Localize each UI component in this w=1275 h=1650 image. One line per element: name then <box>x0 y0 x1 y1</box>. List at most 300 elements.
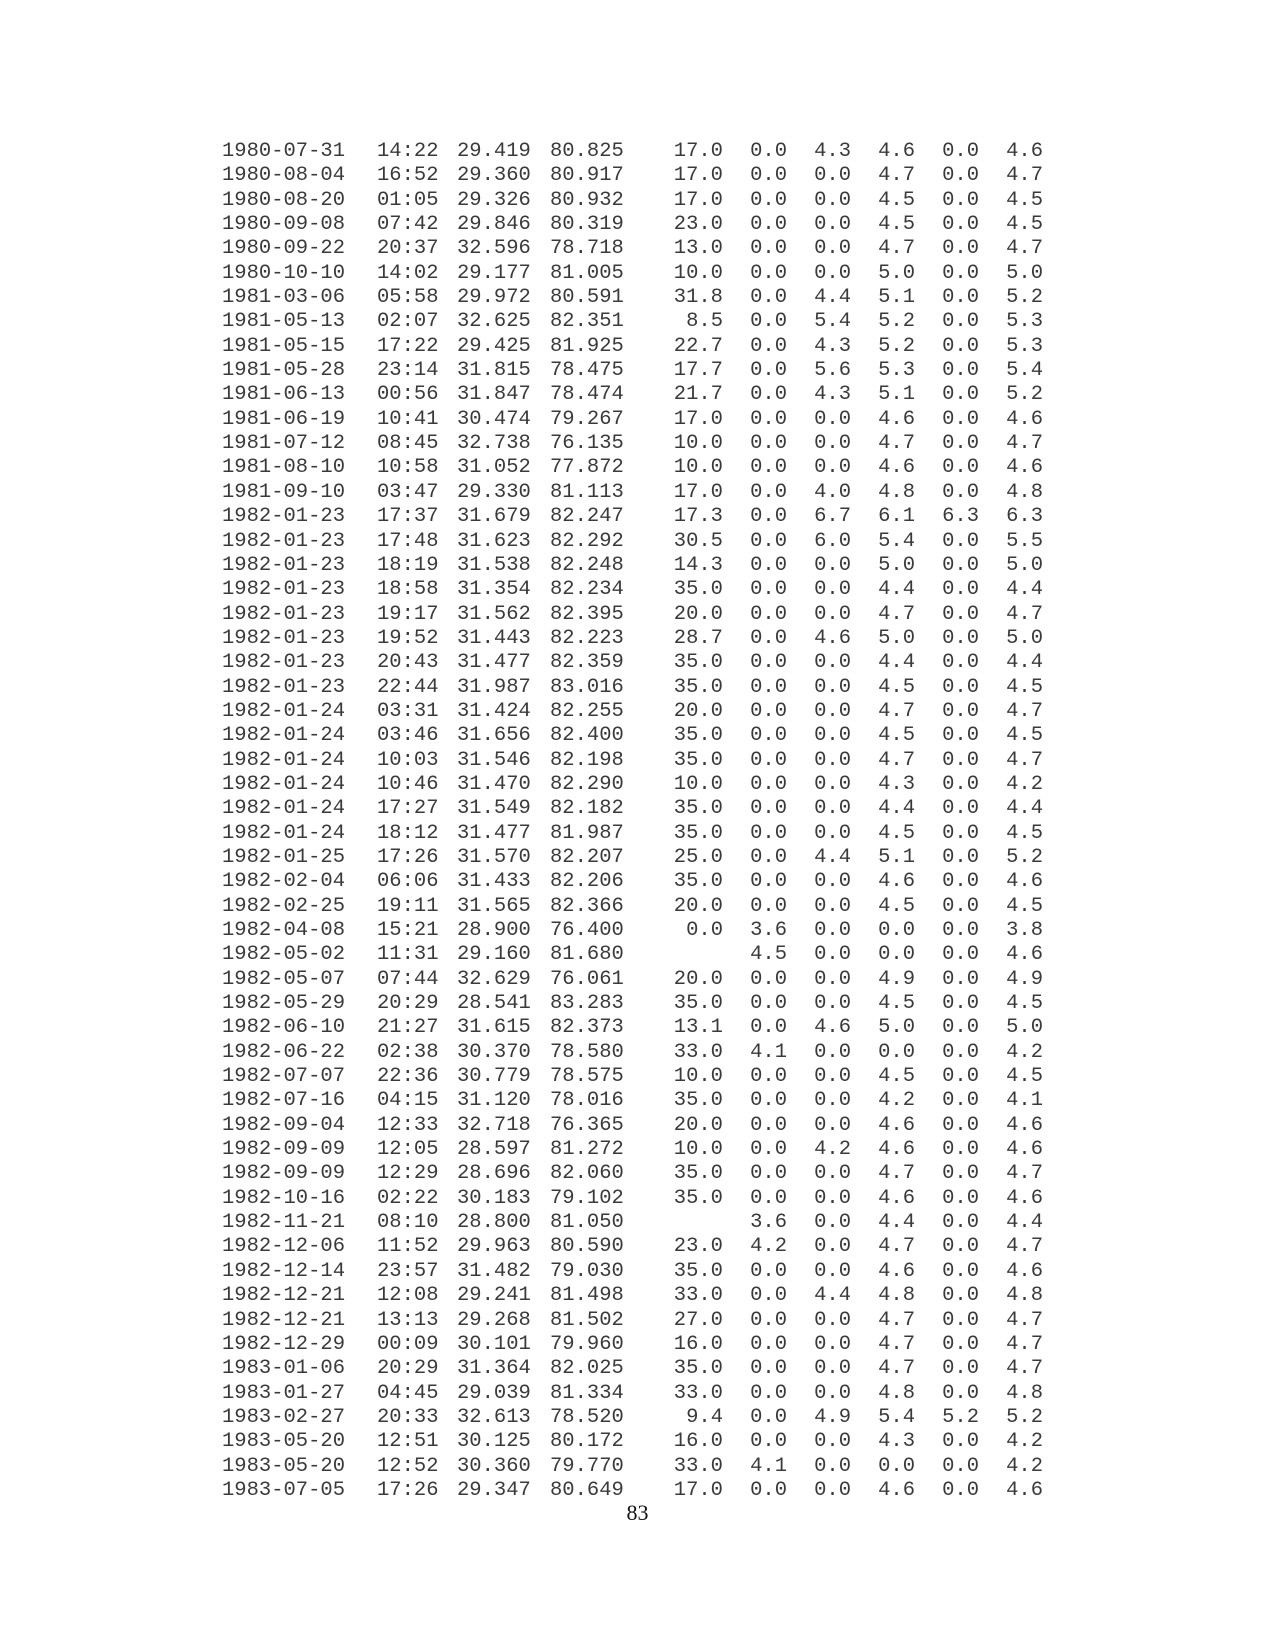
date-cell: 1982-01-23 <box>222 675 346 699</box>
date-cell: 1982-06-10 <box>222 1016 346 1040</box>
depth-cell: 17.0 <box>673 188 723 212</box>
time-cell: 20:33 <box>377 1405 439 1429</box>
magnitude-final-cell: 4.2 <box>1006 772 1043 796</box>
date-cell: 1982-09-09 <box>222 1138 346 1162</box>
magnitude-4-cell: 0.0 <box>942 943 979 967</box>
magnitude-final-cell: 4.5 <box>1006 188 1043 212</box>
depth-cell: 35.0 <box>673 1162 723 1186</box>
magnitude-3-cell: 5.2 <box>878 334 915 358</box>
date-cell: 1982-01-23 <box>222 651 346 675</box>
date-cell: 1982-11-21 <box>222 1211 346 1235</box>
date-cell: 1982-01-25 <box>222 845 346 869</box>
magnitude-2-cell: 0.0 <box>814 919 851 942</box>
magnitude-2-cell: 0.0 <box>814 1332 851 1356</box>
magnitude-4-cell: 0.0 <box>942 1113 979 1137</box>
magnitude-2-cell: 0.0 <box>814 1162 851 1186</box>
latitude-cell: 29.419 <box>457 140 531 163</box>
longitude-cell: 81.050 <box>550 1211 624 1235</box>
magnitude-4-cell: 0.0 <box>942 1138 979 1162</box>
depth-cell: 8.5 <box>686 310 723 334</box>
depth-cell: 13.1 <box>673 1016 723 1040</box>
magnitude-1-cell: 0.0 <box>750 1065 787 1089</box>
latitude-cell: 31.549 <box>457 797 531 821</box>
magnitude-final-cell: 4.2 <box>1006 1040 1043 1064</box>
magnitude-final-cell: 5.0 <box>1006 626 1043 650</box>
depth-cell: 20.0 <box>673 894 723 918</box>
page-number: 83 <box>626 1500 649 1525</box>
time-cell: 03:47 <box>377 480 439 504</box>
magnitude-3-cell: 4.6 <box>878 1186 915 1210</box>
magnitude-3-cell: 4.6 <box>878 870 915 894</box>
magnitude-2-cell: 0.0 <box>814 1381 851 1405</box>
magnitude-3-cell: 4.7 <box>878 164 915 188</box>
magnitude-1-cell: 0.0 <box>750 432 787 456</box>
magnitude-2-cell: 4.0 <box>814 480 851 504</box>
magnitude-4-cell: 0.0 <box>942 188 979 212</box>
time-cell: 10:58 <box>377 456 439 480</box>
time-cell: 02:38 <box>377 1040 439 1064</box>
latitude-cell: 31.679 <box>457 505 531 529</box>
magnitude-final-cell: 5.2 <box>1006 1405 1043 1429</box>
magnitude-4-cell: 0.0 <box>942 772 979 796</box>
magnitude-final-cell: 4.7 <box>1006 1162 1043 1186</box>
magnitude-3-cell: 5.0 <box>878 261 915 285</box>
magnitude-final-cell: 4.4 <box>1006 797 1043 821</box>
time-cell: 19:17 <box>377 602 439 626</box>
magnitude-3-cell: 4.7 <box>878 748 915 772</box>
magnitude-1-cell: 0.0 <box>750 894 787 918</box>
table-row <box>222 992 1043 1016</box>
date-cell: 1980-08-20 <box>222 188 346 212</box>
magnitude-3-cell: 4.8 <box>878 1284 915 1308</box>
magnitude-1-cell: 0.0 <box>750 1357 787 1381</box>
longitude-cell: 78.580 <box>550 1040 624 1064</box>
magnitude-final-cell: 4.6 <box>1006 870 1043 894</box>
depth-cell: 25.0 <box>673 845 723 869</box>
magnitude-3-cell: 4.5 <box>878 724 915 748</box>
longitude-cell: 79.102 <box>550 1186 624 1210</box>
magnitude-3-cell: 4.4 <box>878 1211 915 1235</box>
time-cell: 18:19 <box>377 553 439 577</box>
longitude-cell: 82.255 <box>550 699 624 723</box>
table-row <box>222 603 1043 627</box>
date-cell: 1981-06-19 <box>222 407 346 431</box>
table-row <box>222 919 1043 943</box>
date-cell: 1982-05-02 <box>222 943 346 967</box>
latitude-cell: 29.425 <box>457 334 531 358</box>
table-row <box>222 383 1043 407</box>
latitude-cell: 30.779 <box>457 1065 531 1089</box>
longitude-cell: 78.575 <box>550 1065 624 1089</box>
latitude-cell: 32.625 <box>457 310 531 334</box>
longitude-cell: 82.247 <box>550 505 624 529</box>
longitude-cell: 81.502 <box>550 1308 624 1332</box>
latitude-cell: 30.183 <box>457 1186 531 1210</box>
time-cell: 10:41 <box>377 407 439 431</box>
longitude-cell: 82.400 <box>550 724 624 748</box>
latitude-cell: 28.541 <box>457 992 531 1016</box>
date-cell: 1982-01-23 <box>222 529 346 553</box>
magnitude-1-cell: 0.0 <box>750 992 787 1016</box>
latitude-cell: 30.474 <box>457 407 531 431</box>
magnitude-4-cell: 0.0 <box>942 1357 979 1381</box>
date-cell: 1981-06-13 <box>222 383 346 407</box>
magnitude-3-cell: 4.2 <box>878 1089 915 1113</box>
time-cell: 03:31 <box>377 699 439 723</box>
magnitude-final-cell: 4.2 <box>1006 1430 1043 1454</box>
magnitude-final-cell: 4.4 <box>1006 578 1043 602</box>
longitude-cell: 79.030 <box>550 1259 624 1283</box>
magnitude-1-cell: 0.0 <box>750 1162 787 1186</box>
date-cell: 1980-07-31 <box>222 140 346 163</box>
magnitude-4-cell: 0.0 <box>942 261 979 285</box>
date-cell: 1982-04-08 <box>222 919 346 942</box>
depth-cell: 23.0 <box>673 213 723 237</box>
magnitude-3-cell: 4.6 <box>878 1138 915 1162</box>
magnitude-final-cell: 4.6 <box>1006 456 1043 480</box>
magnitude-3-cell: 4.7 <box>878 237 915 261</box>
table-row <box>222 846 1043 870</box>
date-cell: 1982-05-07 <box>222 967 346 991</box>
magnitude-3-cell: 4.9 <box>878 967 915 991</box>
magnitude-final-cell: 4.5 <box>1006 213 1043 237</box>
depth-cell: 10.0 <box>673 772 723 796</box>
magnitude-2-cell: 5.6 <box>814 359 851 383</box>
time-cell: 04:45 <box>377 1381 439 1405</box>
magnitude-3-cell: 4.5 <box>878 213 915 237</box>
time-cell: 07:42 <box>377 213 439 237</box>
latitude-cell: 31.570 <box>457 845 531 869</box>
magnitude-4-cell: 0.0 <box>942 1186 979 1210</box>
latitude-cell: 32.629 <box>457 967 531 991</box>
date-cell: 1981-05-15 <box>222 334 346 358</box>
magnitude-2-cell: 0.0 <box>814 1235 851 1259</box>
time-cell: 17:37 <box>377 505 439 529</box>
magnitude-final-cell: 5.0 <box>1006 553 1043 577</box>
time-cell: 12:29 <box>377 1162 439 1186</box>
magnitude-1-cell: 0.0 <box>750 602 787 626</box>
depth-cell: 35.0 <box>673 870 723 894</box>
depth-cell: 0.0 <box>686 919 723 942</box>
depth-cell: 35.0 <box>673 1089 723 1113</box>
magnitude-2-cell: 0.0 <box>814 1040 851 1064</box>
longitude-cell: 82.351 <box>550 310 624 334</box>
time-cell: 20:43 <box>377 651 439 675</box>
magnitude-3-cell: 5.0 <box>878 553 915 577</box>
longitude-cell: 82.060 <box>550 1162 624 1186</box>
magnitude-3-cell: 0.0 <box>878 919 915 942</box>
magnitude-4-cell: 0.0 <box>942 578 979 602</box>
latitude-cell: 31.815 <box>457 359 531 383</box>
table-row <box>222 749 1043 773</box>
magnitude-1-cell: 0.0 <box>750 1284 787 1308</box>
magnitude-1-cell: 0.0 <box>750 1430 787 1454</box>
time-cell: 22:36 <box>377 1065 439 1089</box>
magnitude-2-cell: 0.0 <box>814 894 851 918</box>
magnitude-4-cell: 0.0 <box>942 1065 979 1089</box>
time-cell: 23:57 <box>377 1259 439 1283</box>
magnitude-4-cell: 0.0 <box>942 1089 979 1113</box>
date-cell: 1982-02-04 <box>222 870 346 894</box>
magnitude-4-cell: 0.0 <box>942 359 979 383</box>
latitude-cell: 28.800 <box>457 1211 531 1235</box>
magnitude-2-cell: 0.0 <box>814 675 851 699</box>
longitude-cell: 82.292 <box>550 529 624 553</box>
longitude-cell: 80.917 <box>550 164 624 188</box>
magnitude-2-cell: 0.0 <box>814 724 851 748</box>
magnitude-final-cell: 5.3 <box>1006 334 1043 358</box>
table-row <box>222 676 1043 700</box>
longitude-cell: 81.334 <box>550 1381 624 1405</box>
depth-cell: 30.5 <box>673 529 723 553</box>
magnitude-4-cell: 0.0 <box>942 310 979 334</box>
latitude-cell: 31.546 <box>457 748 531 772</box>
magnitude-final-cell: 4.7 <box>1006 1357 1043 1381</box>
magnitude-final-cell: 4.7 <box>1006 432 1043 456</box>
magnitude-2-cell: 0.0 <box>814 1454 851 1478</box>
magnitude-3-cell: 5.4 <box>878 1405 915 1429</box>
table-row <box>222 1309 1043 1333</box>
table-row <box>222 505 1043 529</box>
longitude-cell: 81.925 <box>550 334 624 358</box>
longitude-cell: 80.590 <box>550 1235 624 1259</box>
magnitude-2-cell: 4.4 <box>814 845 851 869</box>
time-cell: 07:44 <box>377 967 439 991</box>
depth-cell: 17.0 <box>673 164 723 188</box>
time-cell: 00:09 <box>377 1332 439 1356</box>
magnitude-4-cell: 0.0 <box>942 651 979 675</box>
magnitude-final-cell: 5.3 <box>1006 310 1043 334</box>
depth-cell: 20.0 <box>673 602 723 626</box>
depth-cell: 17.0 <box>673 480 723 504</box>
magnitude-final-cell: 5.2 <box>1006 845 1043 869</box>
magnitude-final-cell: 4.2 <box>1006 1454 1043 1478</box>
magnitude-2-cell: 5.4 <box>814 310 851 334</box>
depth-cell: 17.0 <box>673 407 723 431</box>
table-row <box>222 578 1043 602</box>
magnitude-4-cell: 0.0 <box>942 480 979 504</box>
magnitude-1-cell: 0.0 <box>750 967 787 991</box>
magnitude-3-cell: 4.7 <box>878 602 915 626</box>
magnitude-4-cell: 0.0 <box>942 699 979 723</box>
magnitude-3-cell: 4.5 <box>878 675 915 699</box>
date-cell: 1982-12-06 <box>222 1235 346 1259</box>
magnitude-final-cell: 4.6 <box>1006 1259 1043 1283</box>
table-row <box>222 968 1043 992</box>
magnitude-1-cell: 0.0 <box>750 505 787 529</box>
date-cell: 1982-01-23 <box>222 602 346 626</box>
latitude-cell: 32.613 <box>457 1405 531 1429</box>
magnitude-3-cell: 5.0 <box>878 626 915 650</box>
longitude-cell: 79.267 <box>550 407 624 431</box>
date-cell: 1982-06-22 <box>222 1040 346 1064</box>
longitude-cell: 81.498 <box>550 1284 624 1308</box>
magnitude-1-cell: 0.0 <box>750 821 787 845</box>
table-row <box>222 651 1043 675</box>
magnitude-final-cell: 4.5 <box>1006 992 1043 1016</box>
depth-cell: 35.0 <box>673 651 723 675</box>
time-cell: 18:12 <box>377 821 439 845</box>
magnitude-1-cell: 0.0 <box>750 651 787 675</box>
time-cell: 11:52 <box>377 1235 439 1259</box>
magnitude-4-cell: 0.0 <box>942 675 979 699</box>
latitude-cell: 31.354 <box>457 578 531 602</box>
magnitude-3-cell: 0.0 <box>878 1454 915 1478</box>
magnitude-4-cell: 0.0 <box>942 894 979 918</box>
longitude-cell: 81.680 <box>550 943 624 967</box>
magnitude-3-cell: 5.0 <box>878 1016 915 1040</box>
magnitude-4-cell: 0.0 <box>942 529 979 553</box>
depth-cell: 35.0 <box>673 578 723 602</box>
depth-cell: 10.0 <box>673 261 723 285</box>
magnitude-final-cell: 6.3 <box>1006 505 1043 529</box>
table-row <box>222 1406 1043 1430</box>
table-row <box>222 1114 1043 1138</box>
latitude-cell: 31.470 <box>457 772 531 796</box>
date-cell: 1982-10-16 <box>222 1186 346 1210</box>
time-cell: 13:13 <box>377 1308 439 1332</box>
depth-cell: 10.0 <box>673 1138 723 1162</box>
magnitude-1-cell: 4.2 <box>750 1235 787 1259</box>
magnitude-2-cell: 0.0 <box>814 432 851 456</box>
magnitude-1-cell: 4.1 <box>750 1040 787 1064</box>
magnitude-1-cell: 0.0 <box>750 1308 787 1332</box>
magnitude-4-cell: 0.0 <box>942 334 979 358</box>
magnitude-1-cell: 0.0 <box>750 1138 787 1162</box>
table-row <box>222 262 1043 286</box>
depth-cell: 14.3 <box>673 553 723 577</box>
date-cell: 1982-01-24 <box>222 772 346 796</box>
table-row <box>222 1162 1043 1186</box>
latitude-cell: 29.039 <box>457 1381 531 1405</box>
magnitude-final-cell: 4.5 <box>1006 724 1043 748</box>
magnitude-final-cell: 5.5 <box>1006 529 1043 553</box>
magnitude-3-cell: 4.6 <box>878 1259 915 1283</box>
magnitude-3-cell: 4.7 <box>878 1235 915 1259</box>
magnitude-final-cell: 4.6 <box>1006 407 1043 431</box>
magnitude-final-cell: 3.8 <box>1006 919 1043 942</box>
longitude-cell: 80.172 <box>550 1430 624 1454</box>
latitude-cell: 31.565 <box>457 894 531 918</box>
time-cell: 06:06 <box>377 870 439 894</box>
magnitude-4-cell: 0.0 <box>942 724 979 748</box>
depth-cell <box>638 943 723 967</box>
latitude-cell: 29.241 <box>457 1284 531 1308</box>
latitude-cell: 32.738 <box>457 432 531 456</box>
longitude-cell: 82.359 <box>550 651 624 675</box>
depth-cell: 33.0 <box>673 1381 723 1405</box>
magnitude-2-cell: 0.0 <box>814 213 851 237</box>
longitude-cell: 82.207 <box>550 845 624 869</box>
time-cell: 20:37 <box>377 237 439 261</box>
magnitude-2-cell: 0.0 <box>814 943 851 967</box>
magnitude-2-cell: 0.0 <box>814 1089 851 1113</box>
date-cell: 1980-10-10 <box>222 261 346 285</box>
depth-cell: 35.0 <box>673 1259 723 1283</box>
longitude-cell: 80.319 <box>550 213 624 237</box>
magnitude-1-cell: 0.0 <box>750 188 787 212</box>
magnitude-final-cell: 4.5 <box>1006 894 1043 918</box>
depth-cell: 21.7 <box>673 383 723 407</box>
latitude-cell: 31.433 <box>457 870 531 894</box>
magnitude-1-cell: 0.0 <box>750 724 787 748</box>
date-cell: 1982-01-23 <box>222 553 346 577</box>
latitude-cell: 30.370 <box>457 1040 531 1064</box>
magnitude-1-cell: 0.0 <box>750 480 787 504</box>
magnitude-1-cell: 0.0 <box>750 772 787 796</box>
magnitude-3-cell: 4.5 <box>878 188 915 212</box>
magnitude-1-cell: 0.0 <box>750 359 787 383</box>
latitude-cell: 30.101 <box>457 1332 531 1356</box>
date-cell: 1983-01-06 <box>222 1357 346 1381</box>
date-cell: 1982-07-07 <box>222 1065 346 1089</box>
table-row <box>222 797 1043 821</box>
magnitude-2-cell: 0.0 <box>814 797 851 821</box>
magnitude-1-cell: 0.0 <box>750 1113 787 1137</box>
magnitude-2-cell: 0.0 <box>814 602 851 626</box>
magnitude-2-cell: 0.0 <box>814 870 851 894</box>
magnitude-4-cell: 0.0 <box>942 821 979 845</box>
time-cell: 22:44 <box>377 675 439 699</box>
depth-cell: 10.0 <box>673 456 723 480</box>
magnitude-1-cell: 0.0 <box>750 1332 787 1356</box>
magnitude-4-cell: 0.0 <box>942 407 979 431</box>
magnitude-final-cell: 4.4 <box>1006 651 1043 675</box>
latitude-cell: 32.718 <box>457 1113 531 1137</box>
depth-cell: 35.0 <box>673 1357 723 1381</box>
magnitude-1-cell: 0.0 <box>750 1259 787 1283</box>
time-cell: 02:22 <box>377 1186 439 1210</box>
magnitude-4-cell: 0.0 <box>942 1332 979 1356</box>
depth-cell: 22.7 <box>673 334 723 358</box>
magnitude-1-cell: 0.0 <box>750 237 787 261</box>
magnitude-2-cell: 0.0 <box>814 237 851 261</box>
magnitude-3-cell: 0.0 <box>878 1040 915 1064</box>
magnitude-3-cell: 4.5 <box>878 1065 915 1089</box>
magnitude-2-cell: 0.0 <box>814 1357 851 1381</box>
magnitude-2-cell: 0.0 <box>814 1308 851 1332</box>
date-cell: 1982-12-29 <box>222 1332 346 1356</box>
magnitude-4-cell: 0.0 <box>942 797 979 821</box>
depth-cell: 17.3 <box>673 505 723 529</box>
magnitude-1-cell: 0.0 <box>750 1186 787 1210</box>
latitude-cell: 31.424 <box>457 699 531 723</box>
magnitude-3-cell: 6.1 <box>878 505 915 529</box>
magnitude-1-cell: 0.0 <box>750 383 787 407</box>
magnitude-final-cell: 4.9 <box>1006 967 1043 991</box>
time-cell: 12:51 <box>377 1430 439 1454</box>
magnitude-1-cell: 0.0 <box>750 1089 787 1113</box>
magnitude-final-cell: 4.6 <box>1006 1113 1043 1137</box>
depth-cell: 17.7 <box>673 359 723 383</box>
magnitude-final-cell: 4.4 <box>1006 1211 1043 1235</box>
depth-cell: 9.4 <box>686 1405 723 1429</box>
latitude-cell: 29.330 <box>457 480 531 504</box>
longitude-cell: 82.366 <box>550 894 624 918</box>
magnitude-2-cell: 4.9 <box>814 1405 851 1429</box>
magnitude-2-cell: 0.0 <box>814 651 851 675</box>
date-cell: 1981-08-10 <box>222 456 346 480</box>
magnitude-3-cell: 4.5 <box>878 821 915 845</box>
date-cell: 1982-01-24 <box>222 699 346 723</box>
magnitude-1-cell: 0.0 <box>750 213 787 237</box>
latitude-cell: 31.623 <box>457 529 531 553</box>
latitude-cell: 29.177 <box>457 261 531 285</box>
latitude-cell: 29.326 <box>457 188 531 212</box>
latitude-cell: 29.347 <box>457 1478 531 1502</box>
longitude-cell: 81.987 <box>550 821 624 845</box>
magnitude-final-cell: 4.5 <box>1006 821 1043 845</box>
